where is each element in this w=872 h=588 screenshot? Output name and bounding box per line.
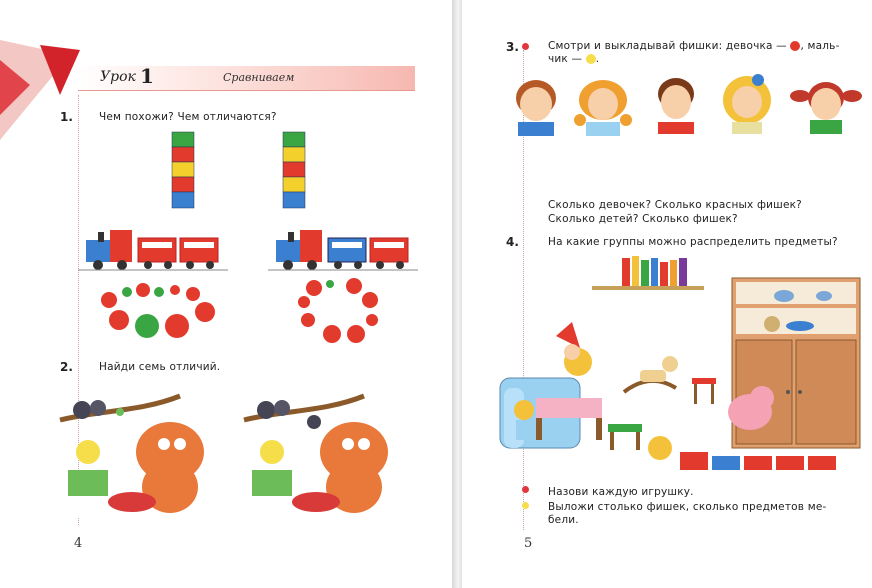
- toy-train-right: [268, 222, 428, 272]
- child-boy-1: [510, 74, 562, 136]
- lesson-title: Сравниваем: [223, 71, 295, 84]
- child-girl-1: [570, 74, 636, 136]
- task-text-part: Смотри и выкладывай фишки: девочка —: [548, 40, 787, 52]
- dog-picture-left: [60, 392, 228, 518]
- right-page: [462, 0, 872, 588]
- block-tower-left: [172, 132, 194, 208]
- child-girl-2: [718, 70, 776, 134]
- task-questions: Сколько детей? Сколько фишек?: [548, 213, 738, 225]
- lesson-label: Урок: [100, 69, 136, 85]
- task-instruction: Выложи столько фишек, сколько предметов ме-: [548, 501, 827, 513]
- task-instruction: Назови каждую игрушку.: [548, 486, 694, 498]
- book-gutter: [452, 0, 462, 588]
- task-number: 2.: [60, 360, 73, 374]
- corner-decoration: [0, 40, 90, 160]
- task-text-part: .: [595, 53, 600, 65]
- bead-necklace-right: [294, 276, 384, 346]
- task-questions: Сколько девочек? Сколько красных фишек?: [548, 199, 802, 211]
- lesson-banner: [78, 66, 415, 91]
- page-number: 5: [524, 536, 533, 551]
- red-chip-icon: [790, 41, 800, 51]
- task-instruction: бели.: [548, 514, 579, 526]
- dog-picture-right: [244, 392, 412, 518]
- task-text-part: чик —: [548, 53, 583, 65]
- toy-train-left: [78, 222, 238, 272]
- child-boy-2: [650, 72, 702, 134]
- yellow-chip-icon: [586, 54, 596, 64]
- page-number: 4: [74, 536, 83, 551]
- task-text-part: , маль-: [800, 40, 840, 52]
- bead-necklace-left: [97, 282, 217, 342]
- task-bullet: [522, 486, 529, 493]
- block-tower-right: [283, 132, 305, 208]
- task-text: На какие группы можно распределить предметы?: [548, 236, 838, 248]
- task-text: [548, 40, 840, 52]
- task-text: [548, 53, 599, 65]
- child-girl-3: [790, 74, 862, 134]
- task-text: Найди семь отличий.: [99, 361, 221, 373]
- playroom-illustration: [500, 252, 870, 482]
- task-number: 1.: [60, 110, 73, 124]
- task-text: Чем похожи? Чем отличаются?: [99, 111, 277, 123]
- task-number: 4.: [506, 235, 519, 249]
- lesson-number: 1: [140, 64, 154, 88]
- task-bullet: [522, 502, 529, 509]
- task-number: 3.: [506, 40, 519, 54]
- task-bullet: [522, 43, 529, 50]
